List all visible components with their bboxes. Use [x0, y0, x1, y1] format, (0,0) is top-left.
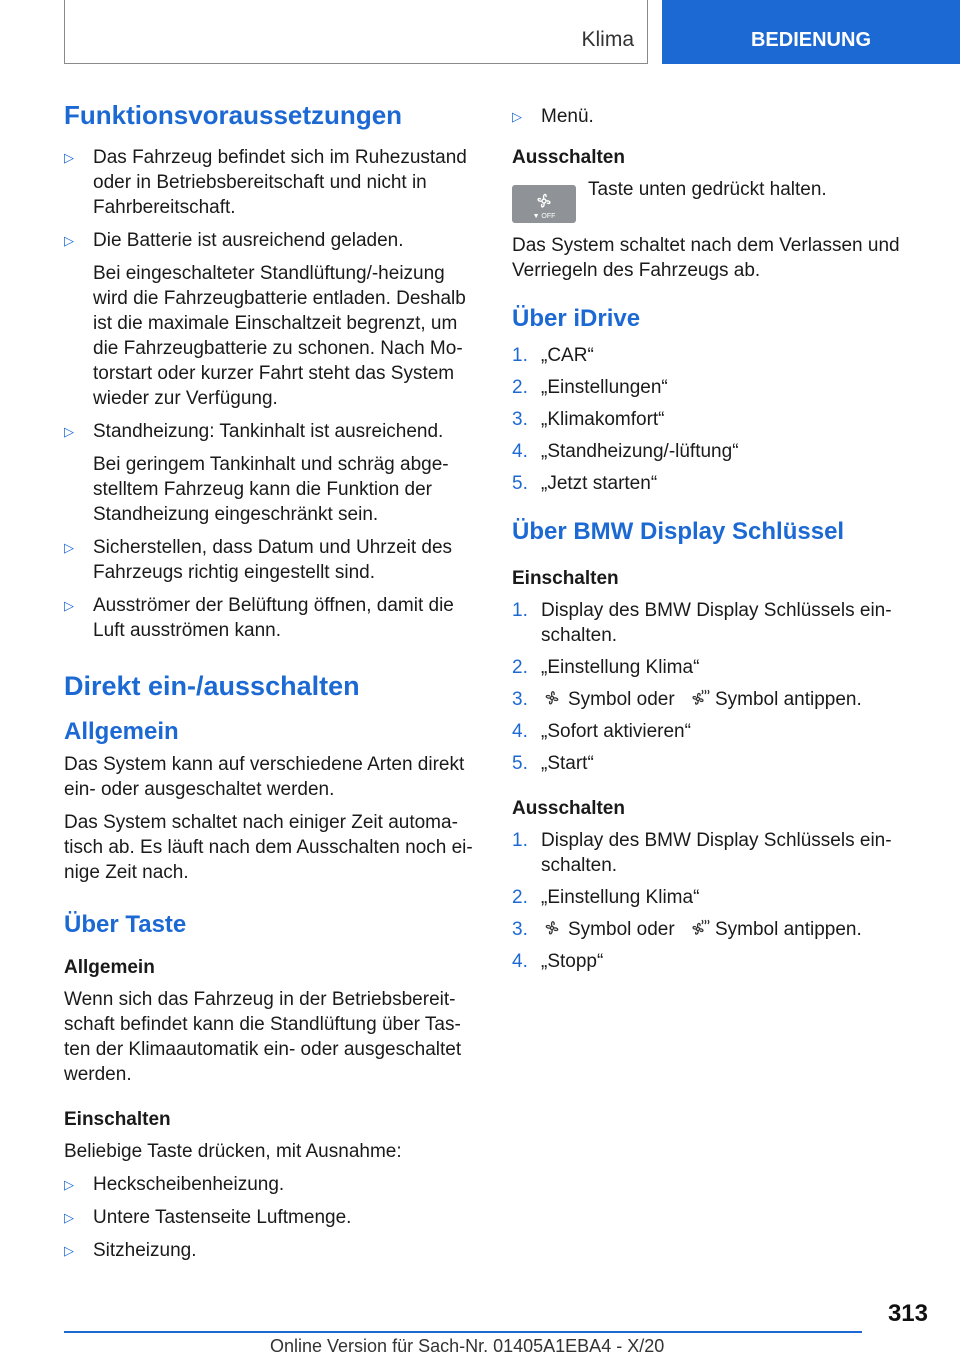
- left-column: [64, 100, 474, 1271]
- triangle-right-icon: ▷: [64, 540, 74, 555]
- paragraph: Das System schaltet nach dem Verlassen und Verriegeln des Fahrzeugs ab.: [512, 235, 900, 281]
- paragraph: Das System kann auf verschiedene Arten direkt ein- oder ausgeschaltet werden.: [64, 754, 465, 800]
- list-item: ▷ Das Fahrzeug befindet sich im Ruhezustand oder in Betriebsbereitschaft und nicht in Fahrbereitschaft.: [64, 147, 467, 218]
- triangle-right-icon: ▷: [64, 1177, 74, 1192]
- heating-icon: [688, 918, 710, 938]
- list-item: ▷ Sitzheizung.: [64, 1240, 197, 1261]
- list-item-note: Bei geringem Tankinhalt und schräg abgestelltem Fahrzeug kann die Funktion der Standheizung eingeschränkt sein.: [93, 454, 449, 525]
- triangle-right-icon: ▷: [64, 150, 74, 165]
- list-item: ▷ Heckscheibenheizung.: [64, 1174, 285, 1195]
- list-item: ▷ Ausströmer der Belüftung öffnen, damit die Luft ausströmen kann.: [64, 595, 454, 641]
- section-title: Klima: [581, 28, 634, 51]
- triangle-right-icon: ▷: [64, 424, 74, 439]
- triangle-right-icon: ▷: [64, 233, 74, 248]
- heading-ueber-idrive: Über iDrive: [512, 305, 641, 332]
- heading-direkt: Direkt ein-/ausschalten: [64, 671, 360, 701]
- header-frame: [64, 0, 648, 64]
- list-item: ▷ Standheizung: Tankinhalt ist ausreichend.: [64, 421, 444, 442]
- triangle-right-icon: ▷: [64, 1210, 74, 1225]
- list-item: 5. „Jetzt starten“: [512, 473, 658, 494]
- triangle-right-icon: ▷: [512, 109, 522, 124]
- list-item: ▷ Untere Tastenseite Luftmenge.: [64, 1207, 352, 1228]
- fan-icon: [541, 688, 563, 708]
- key-instruction: [512, 177, 912, 223]
- triangle-right-icon: ▷: [64, 1243, 74, 1258]
- list-item: 2. „Einstellungen“: [512, 377, 668, 398]
- triangle-right-icon: ▷: [64, 598, 74, 613]
- list-item: 1. Display des BMW Display Schlüssels einschalten.: [512, 830, 892, 876]
- paragraph: Das System schaltet nach einiger Zeit automatisch ab. Es läuft nach dem Ausschalten noch einige Zeit nach.: [64, 812, 473, 883]
- subheading-ausschalten: Ausschalten: [512, 147, 625, 168]
- list-item: 1. Display des BMW Display Schlüssels einschalten.: [512, 600, 892, 646]
- list-item: 5. „Start“: [512, 753, 594, 774]
- list-item: 4. „Sofort aktivieren“: [512, 721, 691, 742]
- chapter-tab[interactable]: BEDIENUNG: [662, 0, 960, 64]
- list-item: 4. „Stopp“: [512, 951, 604, 972]
- svg-text:▼ OFF: ▼ OFF: [532, 213, 556, 220]
- heading-ueber-taste: Über Taste: [64, 911, 187, 938]
- list-item-note: Bei eingeschalteter Standlüftung/-heizung wird die Fahrzeugbatterie entladen. Deshalb ist die maximale Einschaltzeit begrenzt, um die Fahrzeugbatterie zu schonen. Nach Motorstart oder kurzer Fahrt steht das System wieder zur Verfügung.: [93, 263, 466, 409]
- list-item: 1. „CAR“: [512, 345, 594, 366]
- list-item: ▷ Die Batterie ist ausreichend geladen.: [64, 230, 404, 251]
- footer-divider: [64, 1331, 862, 1333]
- key-text: Taste unten gedrückt halten.: [588, 179, 827, 200]
- heading-display-schluessel: Über BMW Display Schlüssel: [512, 518, 845, 545]
- paragraph: Beliebige Taste drücken, mit Ausnahme:: [64, 1141, 402, 1162]
- footer-text: Online Version für Sach-Nr. 01405A1EBA4 - X/20: [270, 1336, 665, 1356]
- heading-allgemein: Allgemein: [64, 718, 179, 745]
- subheading-allgemein: Allgemein: [64, 957, 155, 978]
- page-number: 313: [887, 1300, 928, 1327]
- paragraph: Wenn sich das Fahrzeug in der Betriebsbereitschaft befindet kann die Standlüftung über Tasten der Klimaautomatik ein- oder ausgeschaltet werden.: [64, 989, 462, 1085]
- subheading-einschalten: Einschalten: [512, 568, 619, 589]
- list-item: 3. Symbol oder Symbol antippen.: [512, 919, 862, 940]
- subheading-einschalten: Einschalten: [64, 1109, 171, 1130]
- fan-icon: [541, 918, 563, 938]
- subheading-ausschalten: Ausschalten: [512, 798, 625, 819]
- fan-off-key-icon: [512, 185, 576, 223]
- list-item: ▷ Sicherstellen, dass Datum und Uhrzeit des Fahrzeugs richtig eingestellt sind.: [64, 537, 453, 583]
- right-column: [512, 104, 912, 981]
- heading-funktionsvoraussetzungen: Funktionsvoraussetzungen: [64, 100, 403, 130]
- list-item: ▷ Menü.: [512, 106, 594, 127]
- list-item: 3. „Klimakomfort“: [512, 409, 665, 430]
- list-item: 2. „Einstellung Klima“: [512, 887, 700, 908]
- list-item: 3. Symbol oder Symbol antippen.: [512, 689, 862, 710]
- heating-icon: [688, 688, 710, 708]
- list-item: 2. „Einstellung Klima“: [512, 657, 700, 678]
- list-item: 4. „Standheizung/-lüftung“: [512, 441, 739, 462]
